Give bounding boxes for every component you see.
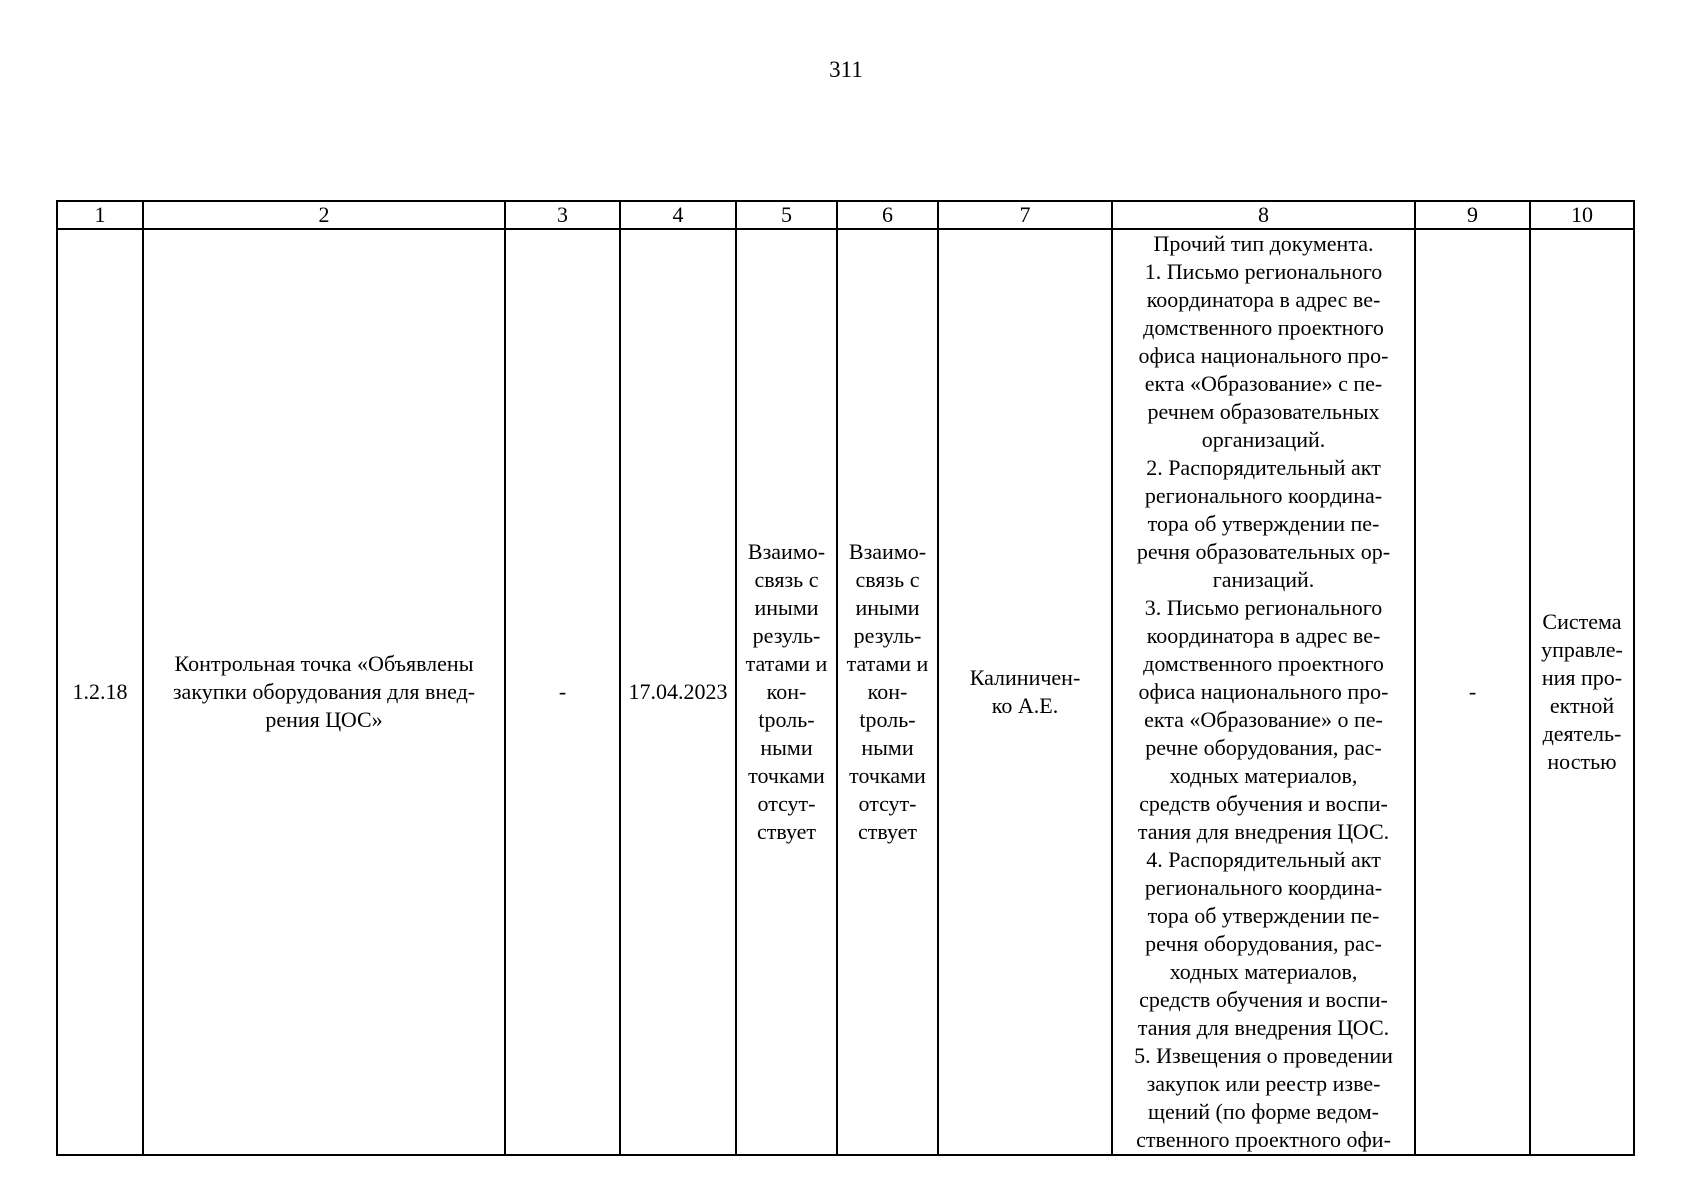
col9-cell: - bbox=[1415, 229, 1530, 1155]
header-row bbox=[57, 201, 1634, 229]
page-number: 311 bbox=[829, 57, 863, 82]
col3-cell: - bbox=[505, 229, 620, 1155]
header-col-1: 1 bbox=[57, 201, 143, 229]
system-cell: Система управле- ния про- ектной деятель- ностью bbox=[1530, 229, 1634, 1155]
responsible-cell: Калиничен- ко А.Е. bbox=[938, 229, 1112, 1155]
header-col-6: 6 bbox=[837, 201, 938, 229]
documents-cell: Прочий тип документа. 1. Письмо регионального координатора в адрес ве- домственного проектного офиса национального про- екта «Образование» с пе- речнем образовательных организаций. 2. Распорядительный акт регионального координа- тора об утверждении пе- речня образовательных ор- ганизаций. 3. Письмо регионального координатора в адрес ве- домственного проектного офиса национального про- екта «Образование» о пе- речне оборудования, рас- ходных материалов, средств обучения и воспи- тания для внедрения ЦОС. 4. Распорядительный акт регионального координа- тора об утверждении пе- речня оборудования, рас- ходных материалов, средств обучения и воспи- тания для внедрения ЦОС. 5. Извещения о проведении закупок или реестр изве- щений (по форме ведом- ственного проектного офи- bbox=[1112, 229, 1415, 1155]
relation-cell-5: Взаимо- связь с иными резуль- татами и кон- tроль- ными точками отсут- ствует bbox=[736, 229, 837, 1155]
relation-cell-6: Взаимо- связь с иными резуль- татами и кон- tроль- ными точками отсут- ствует bbox=[837, 229, 938, 1155]
header-col-7: 7 bbox=[938, 201, 1112, 229]
header-col-8: 8 bbox=[1112, 201, 1415, 229]
row-number-cell: 1.2.18 bbox=[57, 229, 143, 1155]
control-point-name-cell: Контрольная точка «Объявлены закупки оборудования для внед-рения ЦОС» bbox=[143, 229, 505, 1155]
control-points-table bbox=[56, 200, 1635, 1156]
date-cell: 17.04.2023 bbox=[620, 229, 736, 1155]
table-row bbox=[57, 229, 1634, 1155]
header-col-5: 5 bbox=[736, 201, 837, 229]
header-col-2: 2 bbox=[143, 201, 505, 229]
header-col-4: 4 bbox=[620, 201, 736, 229]
header-col-9: 9 bbox=[1415, 201, 1530, 229]
header-col-3: 3 bbox=[505, 201, 620, 229]
header-col-10: 10 bbox=[1530, 201, 1634, 229]
